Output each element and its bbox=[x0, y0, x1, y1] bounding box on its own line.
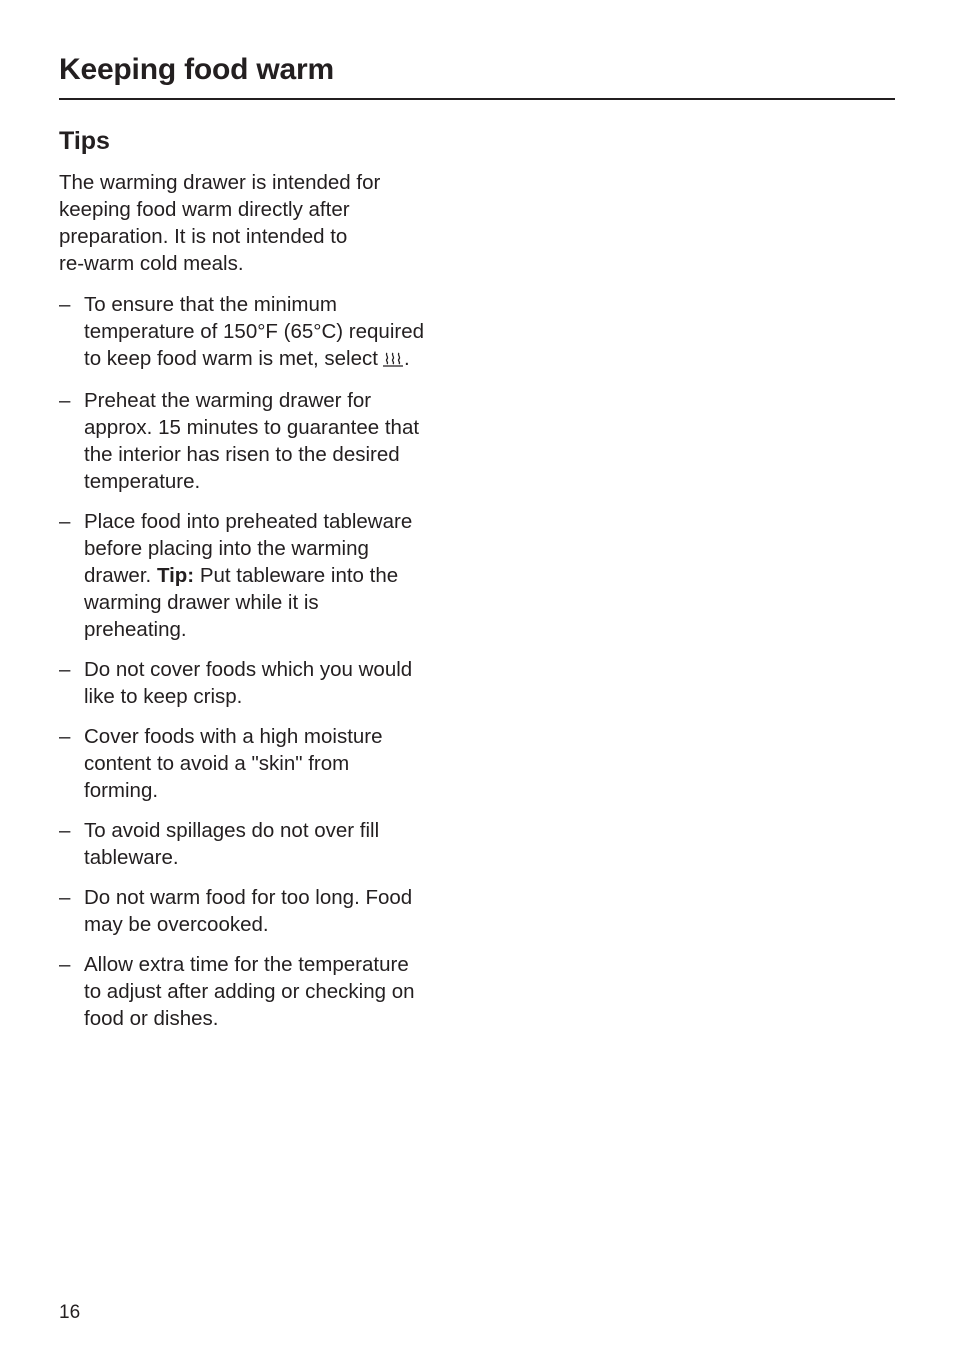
page-number: 16 bbox=[59, 1302, 81, 1323]
list-dash: – bbox=[59, 725, 71, 748]
tip-text bbox=[84, 387, 479, 495]
tip-line: Cover foods with a high moisture bbox=[84, 725, 383, 748]
list-item bbox=[59, 817, 479, 871]
list-dash: – bbox=[59, 658, 71, 681]
tips-list bbox=[59, 291, 479, 1032]
list-dash: – bbox=[59, 886, 71, 909]
list-dash: – bbox=[59, 293, 71, 316]
tip-text bbox=[84, 817, 479, 871]
tip-line: the interior has risen to the desired bbox=[84, 443, 400, 466]
tip-text bbox=[84, 508, 479, 643]
list-item bbox=[59, 291, 479, 374]
tip-line: preheating. bbox=[84, 618, 187, 641]
list-dash: – bbox=[59, 389, 71, 412]
list-item bbox=[59, 884, 479, 938]
tip-text bbox=[84, 656, 479, 710]
tip-line: To avoid spillages do not over fill bbox=[84, 819, 380, 842]
intro-line: keeping food warm directly after bbox=[59, 198, 350, 221]
page-title: Keeping food warm bbox=[59, 53, 334, 86]
tip-line-text: Put tableware into the bbox=[199, 564, 399, 587]
tip-line: To ensure that the minimum bbox=[84, 293, 337, 316]
list-item bbox=[59, 723, 479, 804]
tip-line-text: drawer. bbox=[84, 564, 152, 587]
tip-line: food or dishes. bbox=[84, 1007, 219, 1030]
main-content bbox=[59, 124, 479, 1045]
list-dash: – bbox=[59, 819, 71, 842]
intro-line: preparation. It is not intended to bbox=[59, 225, 348, 248]
list-item bbox=[59, 656, 479, 710]
tip-line: temperature. bbox=[84, 470, 201, 493]
tip-line: Place food into preheated tableware bbox=[84, 510, 413, 533]
tip-line: temperature of 150°F (65°C) required bbox=[84, 320, 425, 343]
tip-line: before placing into the warming bbox=[84, 537, 369, 560]
tip-line: Allow extra time for the temperature bbox=[84, 953, 409, 976]
tip-line: forming. bbox=[84, 779, 159, 802]
page-header bbox=[59, 50, 895, 100]
tip-line bbox=[84, 562, 479, 589]
tip-line: tableware. bbox=[84, 846, 179, 869]
tip-line: Do not cover foods which you would bbox=[84, 658, 413, 681]
tip-line: like to keep crisp. bbox=[84, 685, 243, 708]
tip-line bbox=[84, 345, 479, 374]
list-item bbox=[59, 508, 479, 643]
tip-line-text: . bbox=[403, 347, 410, 370]
tip-line: Preheat the warming drawer for bbox=[84, 389, 372, 412]
tip-text bbox=[84, 723, 479, 804]
intro-paragraph bbox=[59, 169, 479, 277]
intro-line: The warming drawer is intended for bbox=[59, 171, 381, 194]
list-dash: – bbox=[59, 510, 71, 533]
list-item bbox=[59, 387, 479, 495]
tip-text bbox=[84, 884, 479, 938]
list-item bbox=[59, 951, 479, 1032]
tip-line-text: to keep food warm is met, select bbox=[84, 347, 378, 370]
intro-line: re-warm cold meals. bbox=[59, 252, 244, 275]
warming-symbol-icon bbox=[382, 347, 404, 374]
tip-line: content to avoid a "skin" from bbox=[84, 752, 350, 775]
tip-line: approx. 15 minutes to guarantee that bbox=[84, 416, 420, 439]
tip-label: Tip: bbox=[156, 564, 195, 587]
tip-text bbox=[84, 951, 479, 1032]
tip-line: to adjust after adding or checking on bbox=[84, 980, 415, 1003]
tip-line: Do not warm food for too long. Food bbox=[84, 886, 413, 909]
title-divider bbox=[59, 98, 895, 100]
tip-text bbox=[84, 291, 479, 374]
tip-line: warming drawer while it is bbox=[84, 591, 319, 614]
tip-line: may be overcooked. bbox=[84, 913, 269, 936]
list-dash: – bbox=[59, 953, 71, 976]
section-heading: Tips bbox=[59, 127, 110, 155]
